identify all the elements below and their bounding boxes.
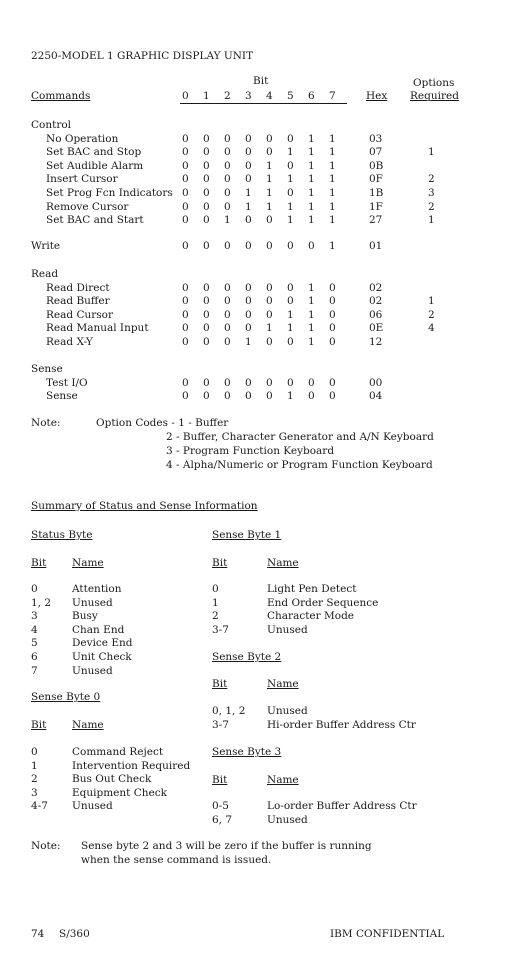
- command-bit-2: 0: [224, 322, 231, 335]
- summary-title: Summary of Status and Sense Information: [31, 500, 258, 512]
- command-name: Insert Cursor: [46, 173, 118, 186]
- command-bit-1: 0: [203, 322, 210, 335]
- command-bit-3: 0: [245, 240, 252, 252]
- command-bit-4: 1: [266, 200, 273, 213]
- sense-byte-3-bit: 0-5: [212, 800, 229, 812]
- command-bit-5: 0: [287, 281, 294, 294]
- confidential-label: IBM CONFIDENTIAL: [330, 928, 445, 940]
- command-bit-3: 0: [245, 281, 252, 294]
- command-bit-0: 0: [182, 295, 189, 308]
- sense-byte-1-name: Character Mode: [267, 610, 355, 623]
- note2-line-1: Sense byte 2 and 3 will be zero if the buffer is running: [81, 840, 372, 852]
- command-name: Read Buffer: [46, 295, 110, 308]
- page-title: 2250-MODEL 1 GRAPHIC DISPLAY UNIT: [31, 50, 254, 62]
- note2-label: Note:: [31, 840, 61, 852]
- sense-byte-2-bit: 0, 1, 2: [212, 705, 246, 717]
- hex-header: Hex: [366, 90, 388, 102]
- command-bit-2: 0: [224, 146, 231, 159]
- command-bit-3: 0: [245, 159, 252, 172]
- command-bit-5: 0: [287, 376, 294, 389]
- sense-byte-2-bit-header: Bit: [212, 678, 228, 690]
- command-bit-0: 0: [182, 200, 189, 213]
- sense-byte-3-name: Lo-order Buffer Address Ctr: [267, 800, 417, 812]
- command-bit-0: 0: [182, 159, 189, 172]
- status-byte-name: Device End: [72, 637, 133, 650]
- command-bit-7: 0: [329, 376, 336, 389]
- command-bit-4: 0: [266, 336, 273, 348]
- sense-byte-2-bit: 3-7: [212, 718, 229, 731]
- command-bit-1: 0: [203, 146, 210, 159]
- sense-byte-0-bit: 4-7: [31, 800, 48, 813]
- command-bit-0: 0: [182, 240, 189, 252]
- command-bit-6: 0: [308, 240, 315, 252]
- command-bit-6: 1: [308, 281, 315, 294]
- command-option: 3: [428, 187, 435, 199]
- command-bit-6: 0: [308, 376, 315, 389]
- command-bit-6: 1: [308, 146, 315, 159]
- command-bit-6: 0: [308, 390, 315, 403]
- command-bit-2: 0: [224, 200, 231, 213]
- sense-byte-0-bit: 0: [31, 746, 38, 758]
- command-name: Read X-Y: [46, 336, 93, 348]
- command-bit-3: 1: [245, 200, 252, 213]
- sense-byte-3-bit: 6, 7: [212, 813, 233, 826]
- command-bit-5: 1: [287, 146, 294, 159]
- sense-byte-2-name-header: Name: [267, 678, 299, 690]
- status-byte-name-header: Name: [72, 557, 104, 569]
- command-bit-7: 1: [329, 214, 336, 227]
- sense-byte-0-title: Sense Byte 0: [31, 691, 101, 703]
- command-option: 1: [428, 214, 435, 227]
- series-label: S/360: [59, 928, 90, 940]
- command-name: Read Cursor: [46, 308, 113, 321]
- command-bit-1: 0: [203, 240, 210, 252]
- status-byte-name: Attention: [72, 583, 122, 595]
- status-byte-bit: 4: [31, 623, 38, 636]
- command-bit-3: 1: [245, 187, 252, 199]
- command-bit-5: 1: [287, 308, 294, 321]
- command-hex: 04: [369, 390, 383, 403]
- bit-number-5: 5: [287, 90, 294, 102]
- group-label-control: Control: [31, 119, 72, 131]
- status-byte-bit: 3: [31, 610, 38, 623]
- command-name: Read Manual Input: [46, 322, 149, 335]
- sense-byte-0-bit-header: Bit: [31, 719, 47, 731]
- command-bit-7: 0: [329, 322, 336, 335]
- command-name: Set BAC and Stop: [46, 146, 142, 159]
- options-header-line2: Required: [410, 90, 459, 102]
- note1-line-3: 3 - Program Function Keyboard: [166, 445, 335, 457]
- command-bit-7: 1: [329, 200, 336, 213]
- command-bit-1: 0: [203, 336, 210, 348]
- command-bit-5: 1: [287, 322, 294, 335]
- bit-number-2: 2: [224, 90, 231, 102]
- command-bit-7: 0: [329, 295, 336, 308]
- command-bit-1: 0: [203, 376, 210, 389]
- status-byte-name: Chan End: [72, 623, 125, 636]
- command-bit-3: 0: [245, 214, 252, 227]
- command-bit-2: 0: [224, 173, 231, 186]
- command-bit-7: 0: [329, 308, 336, 321]
- command-bit-6: 1: [308, 308, 315, 321]
- command-hex: 0F: [369, 173, 383, 186]
- command-bit-1: 0: [203, 187, 210, 199]
- command-name: Remove Cursor: [46, 200, 129, 213]
- command-bit-4: 0: [266, 132, 273, 145]
- command-bit-4: 1: [266, 159, 273, 172]
- status-byte-bit: 5: [31, 637, 38, 650]
- command-bit-2: 0: [224, 336, 231, 348]
- command-hex: 02: [369, 281, 383, 294]
- sense-byte-0-name: Command Reject: [72, 746, 164, 758]
- status-byte-bit: 1, 2: [31, 596, 52, 609]
- command-bit-3: 0: [245, 390, 252, 403]
- command-bit-0: 0: [182, 132, 189, 145]
- command-hex: 0B: [369, 159, 384, 172]
- command-hex: 1F: [369, 200, 383, 213]
- command-bit-4: 0: [266, 240, 273, 252]
- command-bit-7: 0: [329, 390, 336, 403]
- command-bit-0: 0: [182, 173, 189, 186]
- group-label-read: Read: [31, 268, 59, 280]
- command-bit-1: 0: [203, 200, 210, 213]
- command-bit-1: 0: [203, 173, 210, 186]
- command-name: Set BAC and Start: [46, 214, 144, 227]
- bit-header-rule: [180, 103, 347, 104]
- command-hex: 12: [369, 336, 383, 348]
- group-label-write: Write: [31, 240, 61, 252]
- commands-header: Commands: [31, 90, 91, 102]
- note1-line-4: 4 - Alpha/Numeric or Program Function Keyboard: [166, 459, 433, 471]
- command-bit-6: 1: [308, 159, 315, 172]
- command-hex: 1B: [369, 187, 384, 199]
- sense-byte-1-name-header: Name: [267, 557, 299, 569]
- command-bit-3: 0: [245, 295, 252, 308]
- command-bit-5: 0: [287, 159, 294, 172]
- command-bit-2: 0: [224, 295, 231, 308]
- sense-byte-1-bit: 1: [212, 596, 219, 609]
- command-bit-5: 1: [287, 390, 294, 403]
- command-option: 1: [428, 295, 435, 308]
- sense-byte-0-name: Intervention Required: [72, 759, 191, 772]
- command-bit-7: 1: [329, 159, 336, 172]
- command-bit-5: 0: [287, 240, 294, 252]
- command-hex: 0E: [369, 322, 384, 335]
- sense-byte-0-bit: 2: [31, 773, 38, 786]
- sense-byte-0-name: Unused: [72, 800, 113, 813]
- command-hex: 27: [369, 214, 383, 227]
- command-bit-3: 0: [245, 132, 252, 145]
- command-hex: 02: [369, 295, 383, 308]
- sense-byte-1-name: End Order Sequence: [267, 596, 379, 609]
- command-bit-7: 1: [329, 173, 336, 186]
- command-bit-4: 1: [266, 173, 273, 186]
- sense-byte-3-name-header: Name: [267, 774, 299, 786]
- command-bit-4: 1: [266, 187, 273, 199]
- bit-number-6: 6: [308, 90, 315, 102]
- sense-byte-0-bit: 1: [31, 759, 38, 772]
- sense-byte-2-title: Sense Byte 2: [212, 651, 282, 663]
- command-option: 4: [428, 322, 435, 335]
- command-bit-6: 1: [308, 173, 315, 186]
- command-hex: 06: [369, 308, 383, 321]
- command-bit-7: 1: [329, 132, 336, 145]
- command-option: 2: [428, 308, 435, 321]
- command-bit-2: 0: [224, 132, 231, 145]
- command-bit-5: 1: [287, 200, 294, 213]
- sense-byte-1-title: Sense Byte 1: [212, 529, 282, 541]
- bit-number-0: 0: [182, 90, 189, 102]
- command-bit-7: 0: [329, 336, 336, 348]
- group-label-sense: Sense: [31, 363, 63, 375]
- command-bit-6: 1: [308, 132, 315, 145]
- bit-number-3: 3: [245, 90, 252, 102]
- status-byte-name: Unit Check: [72, 651, 132, 663]
- command-bit-1: 0: [203, 308, 210, 321]
- command-bit-2: 0: [224, 308, 231, 321]
- sense-byte-3-bit-header: Bit: [212, 774, 228, 786]
- command-bit-2: 1: [224, 214, 231, 227]
- command-bit-4: 0: [266, 295, 273, 308]
- note1-label: Note:: [31, 417, 61, 429]
- command-bit-1: 0: [203, 390, 210, 403]
- command-bit-1: 0: [203, 295, 210, 308]
- command-bit-1: 0: [203, 132, 210, 145]
- command-bit-5: 1: [287, 173, 294, 186]
- command-bit-3: 0: [245, 173, 252, 186]
- command-bit-0: 0: [182, 187, 189, 199]
- command-bit-1: 0: [203, 214, 210, 227]
- command-bit-0: 0: [182, 376, 189, 389]
- command-name: Test I/O: [46, 376, 88, 389]
- command-option: 2: [428, 200, 435, 213]
- sense-byte-0-name: Bus Out Check: [72, 773, 152, 786]
- command-bit-0: 0: [182, 146, 189, 159]
- command-bit-4: 0: [266, 390, 273, 403]
- command-bit-4: 0: [266, 376, 273, 389]
- command-bit-0: 0: [182, 308, 189, 321]
- command-bit-5: 0: [287, 336, 294, 348]
- command-bit-0: 0: [182, 336, 189, 348]
- command-option: 1: [428, 146, 435, 159]
- command-hex: 03: [369, 132, 383, 145]
- command-bit-6: 1: [308, 214, 315, 227]
- command-bit-4: 0: [266, 146, 273, 159]
- bit-number-4: 4: [266, 90, 273, 102]
- sense-byte-0-bit: 3: [31, 786, 38, 799]
- status-byte-bit: 7: [31, 664, 38, 677]
- command-bit-5: 0: [287, 132, 294, 145]
- command-bit-2: 0: [224, 159, 231, 172]
- status-byte-title: Status Byte: [31, 529, 93, 541]
- bit-header: Bit: [253, 75, 269, 87]
- command-hex: 07: [369, 146, 383, 159]
- command-bit-0: 0: [182, 281, 189, 294]
- command-bit-2: 0: [224, 390, 231, 403]
- sense-byte-3-name: Unused: [267, 813, 308, 826]
- command-bit-3: 0: [245, 146, 252, 159]
- status-byte-name: Unused: [72, 664, 113, 677]
- page-number: 74: [31, 928, 45, 940]
- note1-line-2: 2 - Buffer, Character Generator and A/N Keyboard: [166, 431, 434, 443]
- command-name: Read Direct: [46, 281, 110, 294]
- note2-line-2: when the sense command is issued.: [81, 854, 272, 866]
- sense-byte-2-name: Hi-order Buffer Address Ctr: [267, 718, 416, 731]
- command-bit-2: 0: [224, 281, 231, 294]
- command-bit-6: 1: [308, 336, 315, 348]
- note1-line-1: Option Codes - 1 - Buffer: [96, 417, 229, 429]
- status-byte-name: Busy: [72, 610, 98, 623]
- command-bit-7: 1: [329, 146, 336, 159]
- bit-number-7: 7: [329, 90, 336, 102]
- command-bit-4: 0: [266, 308, 273, 321]
- command-bit-5: 0: [287, 187, 294, 199]
- sense-byte-3-title: Sense Byte 3: [212, 746, 282, 758]
- command-bit-0: 0: [182, 214, 189, 227]
- sense-byte-2-name: Unused: [267, 705, 308, 717]
- status-byte-name: Unused: [72, 596, 113, 609]
- command-bit-6: 1: [308, 295, 315, 308]
- command-bit-3: 0: [245, 322, 252, 335]
- sense-byte-1-bit: 3-7: [212, 623, 229, 636]
- command-option: 2: [428, 173, 435, 186]
- status-byte-bit: 6: [31, 651, 38, 663]
- sense-byte-1-bit: 2: [212, 610, 219, 623]
- status-byte-bit: 0: [31, 583, 38, 595]
- command-bit-3: 1: [245, 336, 252, 348]
- command-bit-2: 0: [224, 187, 231, 199]
- command-bit-4: 0: [266, 214, 273, 227]
- options-header-line1: Options: [413, 77, 455, 89]
- command-hex: 00: [369, 376, 383, 389]
- sense-byte-0-name: Equipment Check: [72, 786, 167, 799]
- command-bit-4: 1: [266, 322, 273, 335]
- command-bit-3: 0: [245, 376, 252, 389]
- command-bit-6: 1: [308, 322, 315, 335]
- command-bit-3: 0: [245, 308, 252, 321]
- sense-byte-1-name: Light Pen Detect: [267, 583, 357, 595]
- command-bit-6: 1: [308, 200, 315, 213]
- command-bit-1: 0: [203, 281, 210, 294]
- command-name: Set Audible Alarm: [46, 159, 144, 172]
- command-bit-2: 0: [224, 240, 231, 252]
- command-name: Set Prog Fcn Indicators: [46, 187, 173, 199]
- command-bit-4: 0: [266, 281, 273, 294]
- command-bit-1: 0: [203, 159, 210, 172]
- command-bit-5: 1: [287, 214, 294, 227]
- sense-byte-1-name: Unused: [267, 623, 308, 636]
- sense-byte-0-name-header: Name: [72, 719, 104, 731]
- command-bit-0: 0: [182, 322, 189, 335]
- sense-byte-1-bit: 0: [212, 583, 219, 595]
- command-bit-6: 1: [308, 187, 315, 199]
- command-bit-0: 0: [182, 390, 189, 403]
- command-bit-7: 1: [329, 187, 336, 199]
- command-bit-7: 0: [329, 281, 336, 294]
- command-bit-7: 1: [329, 240, 336, 252]
- command-name: Sense: [46, 390, 78, 403]
- command-name: No Operation: [46, 132, 119, 145]
- sense-byte-1-bit-header: Bit: [212, 557, 228, 569]
- command-bit-2: 0: [224, 376, 231, 389]
- status-byte-bit-header: Bit: [31, 557, 47, 569]
- command-hex: 01: [369, 240, 383, 252]
- command-bit-5: 0: [287, 295, 294, 308]
- bit-number-1: 1: [203, 90, 210, 102]
